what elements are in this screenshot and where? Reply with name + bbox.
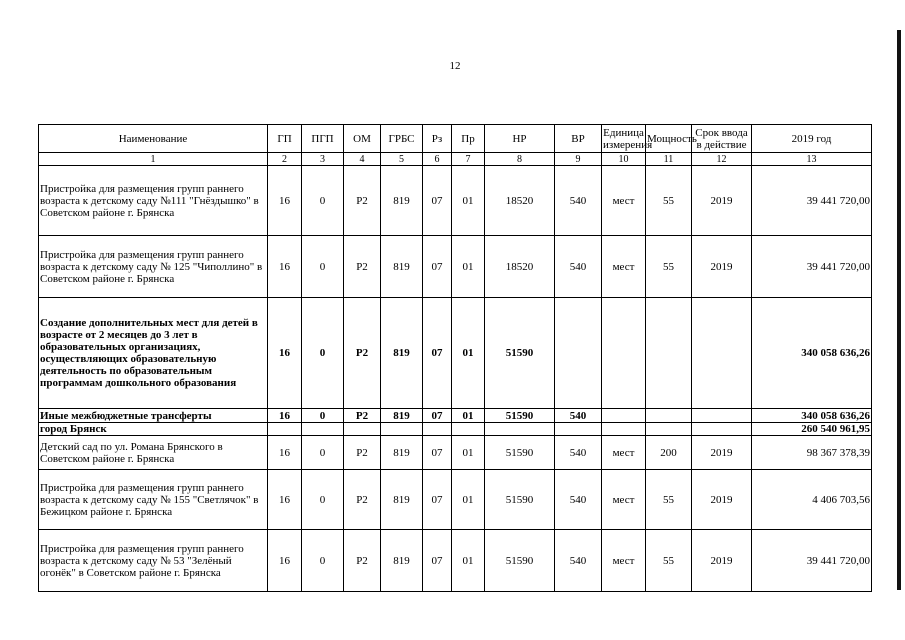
cell-grbs: 819 xyxy=(381,236,423,298)
header-cell: Срок ввода в действие xyxy=(692,125,752,153)
header-cell: Рз xyxy=(423,125,452,153)
cell-year: 2019 xyxy=(692,470,752,530)
cell-grbs: 819 xyxy=(381,470,423,530)
cell-capacity xyxy=(646,298,692,409)
cell-om: Р2 xyxy=(344,530,381,592)
cell-om: Р2 xyxy=(344,166,381,236)
header-cell: Наименование xyxy=(39,125,268,153)
cell-grbs: 819 xyxy=(381,409,423,423)
cell-unit xyxy=(602,409,646,423)
cell-vr xyxy=(555,423,602,436)
cell-capacity: 55 xyxy=(646,530,692,592)
cell-pr: 01 xyxy=(452,298,485,409)
cell-vr xyxy=(555,298,602,409)
cell-gp: 16 xyxy=(268,166,302,236)
cell-unit xyxy=(602,423,646,436)
cell-unit: мест xyxy=(602,236,646,298)
cell-om xyxy=(344,423,381,436)
cell-pr: 01 xyxy=(452,236,485,298)
cell-rz: 07 xyxy=(423,436,452,470)
cell-capacity: 55 xyxy=(646,236,692,298)
column-number: 13 xyxy=(752,153,872,166)
cell-pgp: 0 xyxy=(302,436,344,470)
cell-pr: 01 xyxy=(452,530,485,592)
cell-om: Р2 xyxy=(344,470,381,530)
cell-gp xyxy=(268,423,302,436)
cell-pgp: 0 xyxy=(302,236,344,298)
cell-year: 2019 xyxy=(692,166,752,236)
cell-pr xyxy=(452,423,485,436)
header-cell: 2019 год xyxy=(752,125,872,153)
cell-year xyxy=(692,298,752,409)
column-number: 9 xyxy=(555,153,602,166)
column-number: 4 xyxy=(344,153,381,166)
table-row xyxy=(39,423,872,436)
cell-capacity xyxy=(646,409,692,423)
header-cell: Мощность xyxy=(646,125,692,153)
cell-om: Р2 xyxy=(344,436,381,470)
cell-year: 2019 xyxy=(692,436,752,470)
cell-pgp: 0 xyxy=(302,298,344,409)
cell-om: Р2 xyxy=(344,298,381,409)
cell-year xyxy=(692,409,752,423)
column-number-row xyxy=(39,153,872,166)
cell-rz: 07 xyxy=(423,298,452,409)
header-cell: ВР xyxy=(555,125,602,153)
table-row xyxy=(39,236,872,298)
cell-grbs: 819 xyxy=(381,298,423,409)
column-number: 8 xyxy=(485,153,555,166)
cell-rz: 07 xyxy=(423,470,452,530)
cell-vr: 540 xyxy=(555,166,602,236)
cell-nr: 51590 xyxy=(485,409,555,423)
cell-amount: 340 058 636,26 xyxy=(752,409,872,423)
cell-nr: 18520 xyxy=(485,166,555,236)
page-number: 12 xyxy=(449,60,461,72)
cell-rz xyxy=(423,423,452,436)
cell-gp: 16 xyxy=(268,298,302,409)
cell-vr: 540 xyxy=(555,470,602,530)
header-row xyxy=(39,125,872,153)
cell-grbs: 819 xyxy=(381,166,423,236)
header-cell: ГРБС xyxy=(381,125,423,153)
row-name: Создание дополнительных мест для детей в возрасте от 2 месяцев до 3 лет в образовательных организациях, осуществляющих образовательную деятельность по образовательным программам дошкольного образования xyxy=(39,298,268,409)
cell-rz: 07 xyxy=(423,530,452,592)
cell-capacity: 55 xyxy=(646,470,692,530)
header-cell: ГП xyxy=(268,125,302,153)
cell-pgp: 0 xyxy=(302,530,344,592)
column-number: 6 xyxy=(423,153,452,166)
cell-nr xyxy=(485,423,555,436)
column-number: 12 xyxy=(692,153,752,166)
scan-edge-bar xyxy=(897,30,901,590)
row-name: город Брянск xyxy=(39,423,268,436)
cell-rz: 07 xyxy=(423,166,452,236)
cell-capacity: 55 xyxy=(646,166,692,236)
cell-nr: 18520 xyxy=(485,236,555,298)
cell-vr: 540 xyxy=(555,236,602,298)
column-number: 1 xyxy=(39,153,268,166)
row-name: Пристройка для размещения групп раннего возраста к детскому саду № 53 "Зелёный огонёк" в Советском районе г. Брянска xyxy=(39,530,268,592)
cell-amount: 39 441 720,00 xyxy=(752,236,872,298)
cell-amount: 39 441 720,00 xyxy=(752,530,872,592)
cell-amount: 98 367 378,39 xyxy=(752,436,872,470)
cell-unit: мест xyxy=(602,530,646,592)
cell-pr: 01 xyxy=(452,166,485,236)
header-cell: ОМ xyxy=(344,125,381,153)
table-row xyxy=(39,470,872,530)
cell-nr: 51590 xyxy=(485,436,555,470)
cell-pr: 01 xyxy=(452,470,485,530)
cell-amount: 260 540 961,95 xyxy=(752,423,872,436)
row-name: Пристройка для размещения групп раннего возраста к детскому саду № 155 "Светлячок" в Бежицком районе г. Брянска xyxy=(39,470,268,530)
cell-pr: 01 xyxy=(452,436,485,470)
header-cell: ПГП xyxy=(302,125,344,153)
cell-pgp: 0 xyxy=(302,470,344,530)
cell-pgp: 0 xyxy=(302,166,344,236)
column-number: 11 xyxy=(646,153,692,166)
column-number: 10 xyxy=(602,153,646,166)
cell-amount: 4 406 703,56 xyxy=(752,470,872,530)
cell-pr: 01 xyxy=(452,409,485,423)
cell-om: Р2 xyxy=(344,409,381,423)
table-row xyxy=(39,530,872,592)
cell-nr: 51590 xyxy=(485,530,555,592)
cell-year xyxy=(692,423,752,436)
table-row xyxy=(39,298,872,409)
cell-unit: мест xyxy=(602,166,646,236)
cell-grbs xyxy=(381,423,423,436)
cell-om: Р2 xyxy=(344,236,381,298)
header-cell: Пр xyxy=(452,125,485,153)
cell-vr: 540 xyxy=(555,436,602,470)
table-row xyxy=(39,166,872,236)
row-name: Иные межбюджетные трансферты xyxy=(39,409,268,423)
column-number: 3 xyxy=(302,153,344,166)
cell-gp: 16 xyxy=(268,436,302,470)
cell-unit: мест xyxy=(602,470,646,530)
cell-rz: 07 xyxy=(423,236,452,298)
cell-unit: мест xyxy=(602,436,646,470)
cell-gp: 16 xyxy=(268,470,302,530)
cell-gp: 16 xyxy=(268,530,302,592)
row-name: Пристройка для размещения групп раннего возраста к детскому саду №111 "Гнёздышко" в Советском районе г. Брянска xyxy=(39,166,268,236)
column-number: 2 xyxy=(268,153,302,166)
row-name: Пристройка для размещения групп раннего возраста к детскому саду № 125 "Чиполлино" в Советском районе г. Брянска xyxy=(39,236,268,298)
header-cell: Единица измерения xyxy=(603,126,653,151)
cell-unit xyxy=(602,298,646,409)
cell-rz: 07 xyxy=(423,409,452,423)
cell-amount: 340 058 636,26 xyxy=(752,298,872,409)
cell-grbs: 819 xyxy=(381,530,423,592)
cell-year: 2019 xyxy=(692,530,752,592)
cell-capacity: 200 xyxy=(646,436,692,470)
column-number: 5 xyxy=(381,153,423,166)
cell-vr: 540 xyxy=(555,409,602,423)
cell-nr: 51590 xyxy=(485,298,555,409)
cell-gp: 16 xyxy=(268,409,302,423)
table-row xyxy=(39,409,872,423)
cell-gp: 16 xyxy=(268,236,302,298)
budget-table xyxy=(38,124,872,592)
cell-grbs: 819 xyxy=(381,436,423,470)
cell-vr: 540 xyxy=(555,530,602,592)
cell-capacity xyxy=(646,423,692,436)
table-row xyxy=(39,436,872,470)
cell-amount: 39 441 720,00 xyxy=(752,166,872,236)
cell-nr: 51590 xyxy=(485,470,555,530)
cell-pgp xyxy=(302,423,344,436)
column-number: 7 xyxy=(452,153,485,166)
row-name: Детский сад по ул. Романа Брянского в Советском районе г. Брянска xyxy=(39,436,268,470)
cell-pgp: 0 xyxy=(302,409,344,423)
header-cell: НР xyxy=(485,125,555,153)
cell-year: 2019 xyxy=(692,236,752,298)
